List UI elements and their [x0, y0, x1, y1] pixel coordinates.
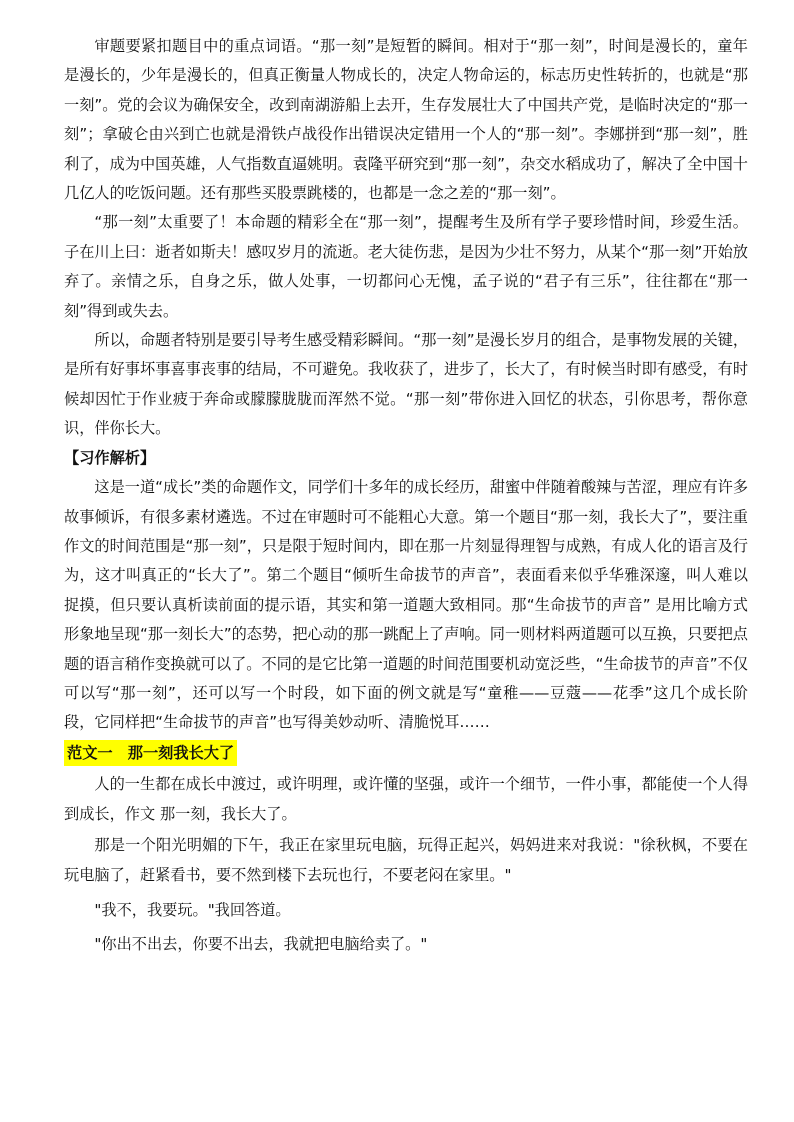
essay-paragraph: "我不，我要玩。"我回答道。: [94, 900, 291, 919]
body-paragraph: “那一刻”太重要了！本命题的精彩全在“那一刻”，提醒考生及所有学子要珍惜时间，珍爱生活。子在川上曰：逝者如斯夫！感叹岁月的流逝。老大徒伤悲，是因为少壮不努力，从某个“那一刻”开始放弃了。亲情之乐，自身之乐，做人处事，一切都问心无愧，孟子说的“君子有三乐”，往往都在“那一刻”得到或失去。: [64, 213, 748, 320]
sample-essay: [64, 769, 748, 960]
body-paragraph: 审题要紧扣题目中的重点词语。“那一刻”是短暂的瞬间。相对于“那一刻”，时间是漫长的，童年是漫长的，少年是漫长的，但真正衡量人物成长的，决定人物命运的，标志历史性转折的，也就是“那一刻”。党的会议为确保安全，改到南湖游船上去开，生存发展壮大了中国共产党，是临时决定的“那一刻”；拿破仑由兴到亡也就是滑铁卢战役作出错误决定错用一个人的“那一刻”。李娜拼到“那一刻”，胜利了，成为中国英雄，人气指数直逼姚明。袁隆平研究到“那一刻”，杂交水稻成功了，解决了全中国十几亿人的吃饭问题。还有那些买股票跳楼的，也都是一念之差的“那一刻”。: [64, 37, 748, 203]
essay-paragraph: "你出不出去，你要不出去，我就把电脑给卖了。": [94, 935, 428, 954]
sample-title-row: [64, 738, 748, 769]
sample-essay-title: 范文一 那一刻我长大了: [64, 740, 237, 766]
document-page: [64, 32, 748, 960]
essay-paragraph: 人的一生都在成长中渡过，或许明理，或许懂的坚强，或许一个细节，一件小事，都能使一个人得到成长，作文 那一刻，我长大了。: [64, 774, 748, 824]
body-paragraph: 所以，命题者特别是要引导考生感受精彩瞬间。“那一刻”是漫长岁月的组合，是事物发展的关键，是所有好事坏事喜事丧事的结局，不可避免。我收获了，进步了，长大了，有时候当时即有感受，有时候却因忙于作业疲于奔命或朦朦胧胧而浑然不觉。“那一刻”带你进入回忆的状态，引你思考，帮你意识，伴你长大。: [64, 331, 749, 438]
section-heading-analysis: 【习作解析】: [64, 448, 156, 467]
essay-paragraph: 那是一个阳光明媚的下午，我正在家里玩电脑，玩得正起兴，妈妈进来对我说："徐秋枫，不要在玩电脑了，赶紧看书，要不然到楼下去玩也行，不要老闷在家里。": [64, 835, 748, 885]
analysis-paragraph: 这是一道“成长”类的命题作文，同学们十多年的成长经历，甜蜜中伴随着酸辣与苦涩，理应有许多故事倾诉，有很多素材遴选。不过在审题时可不能粗心大意。第一个题目“那一刻，我长大了”，要注重作文的时间范围是“那一刻”，只是限于短时间内，即在那一片刻显得理智与成熟，有成人化的语言及行为，这才叫真正的“长大了”。第二个题目“倾听生命拔节的声音”，表面看来似乎华雅深邃，叫人难以捉摸，但只要认真析读前面的提示语，其实和第一道题大致相同。那“生命拔节的声音” 是用比喻方式形象地呈现“那一刻长大”的态势，把心动的那一跳配上了声响。同一则材料两道题可以互换，只要把点题的语言稍作变换就可以了。不同的是它比第一道题的时间范围要机动宽泛些，“生命拔节的声音”不仅可以写“那一刻”，还可以写一个时段，如下面的例文就是写“童稚——豆蔻——花季”这几个成长阶段，它同样把“生命拔节的声音”也写得美妙动听、清脆悦耳……: [64, 478, 749, 732]
